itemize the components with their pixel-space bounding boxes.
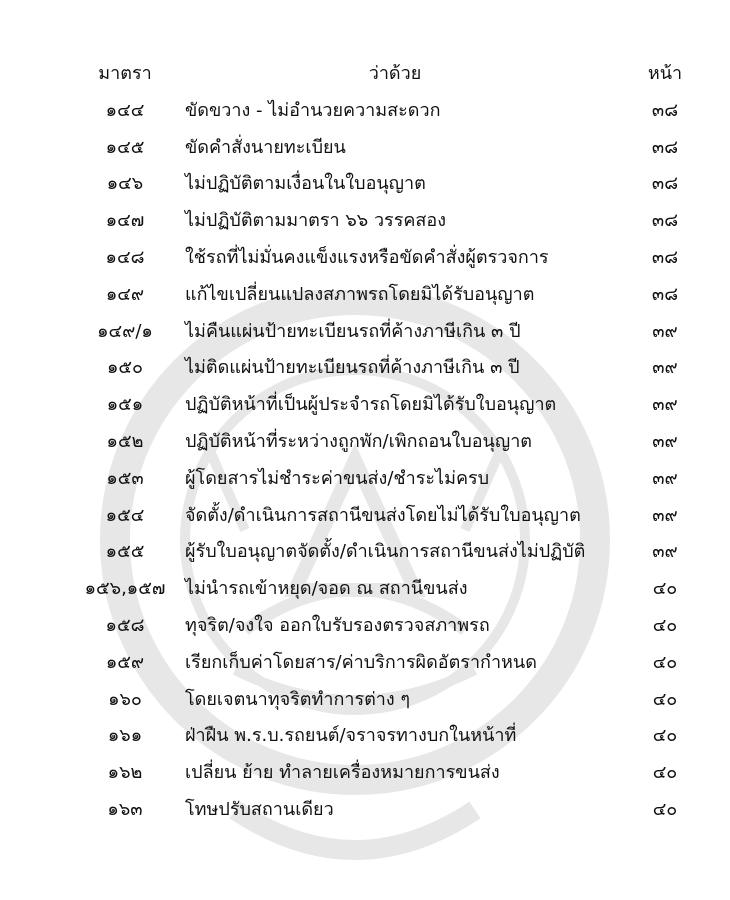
section-description: ปฏิบัติหน้าที่เป็นผู้ประจำรถโดยมิได้รับใบอนุญาต (185, 394, 557, 416)
page-number: ๔๐ (652, 762, 678, 784)
section-description: เปลี่ยน ย้าย ทำลายเครื่องหมายการขนส่ง (185, 762, 500, 784)
table-row (0, 575, 730, 612)
section-number: ๑๖๓ (107, 798, 143, 820)
section-number: ๑๔๗ (105, 210, 145, 232)
section-number: ๑๔๖ (106, 173, 144, 195)
page-number: ๔๐ (652, 688, 678, 710)
table-row (0, 612, 730, 649)
page-number: ๓๘ (651, 136, 679, 158)
section-number: ๑๔๘ (105, 246, 145, 268)
section-number: ๑๕๘ (105, 614, 145, 636)
header-section: มาตรา (98, 63, 152, 84)
table-row (0, 207, 730, 244)
table-row (0, 722, 730, 759)
page-number: ๓๙ (652, 541, 678, 563)
section-number: ๑๕๒ (106, 430, 144, 452)
page-number: ๓๙ (652, 320, 678, 342)
table-row (0, 170, 730, 207)
section-description: ขัดคำสั่งนายทะเบียน (185, 136, 346, 158)
section-number: ๑๕๐ (106, 357, 144, 379)
table-row (0, 649, 730, 686)
page-number: ๓๘ (651, 283, 679, 305)
table-row (0, 759, 730, 796)
table-row (0, 538, 730, 575)
header-row (0, 60, 730, 97)
section-description: ไม่นำรถเข้าหยุด/จอด ณ สถานีขนส่ง (185, 578, 468, 600)
section-number: ๑๔๕ (105, 136, 145, 158)
section-description: ฝ่าฝืน พ.ร.บ.รถยนต์/จราจรทางบกในหน้าที่ (185, 725, 517, 747)
table-row (0, 502, 730, 539)
table-row (0, 465, 730, 502)
section-description: ขัดขวาง - ไม่อำนวยความสะดวก (185, 99, 441, 121)
section-number: ๑๕๑ (106, 394, 144, 416)
section-number: ๑๕๖,๑๕๗ (84, 578, 166, 600)
section-description: ไม่ปฏิบัติตามเงื่อนในใบอนุญาต (185, 173, 426, 195)
page-number: ๔๐ (652, 651, 678, 673)
page-number: ๔๐ (652, 798, 678, 820)
table-row (0, 428, 730, 465)
section-description: ผู้รับใบอนุญาตจัดตั้ง/ดำเนินการสถานีขนส่งไม่ปฏิบัติ (185, 541, 586, 563)
section-description: ทุจริต/จงใจ ออกใบรับรองตรวจสภาพรถ (185, 614, 490, 636)
section-description: จัดตั้ง/ดำเนินการสถานีขนส่งโดยไม่ได้รับใบอนุญาต (185, 504, 581, 526)
section-description: ปฏิบัติหน้าที่ระหว่างถูกพัก/เพิกถอนใบอนุญาต (185, 430, 532, 452)
page-number: ๓๘ (651, 246, 679, 268)
page-number: ๓๙ (652, 467, 678, 489)
section-number: ๑๕๙ (105, 651, 145, 673)
header-page: หน้า (647, 63, 683, 84)
page-number: ๓๙ (652, 430, 678, 452)
section-description: ใช้รถที่ไม่มั่นคงแข็งแรงหรือขัดคำสั่งผู้ตรวจการ (185, 246, 549, 268)
page-number: ๓๙ (652, 357, 678, 379)
header-description: ว่าด้วย (368, 63, 422, 84)
table-row (0, 97, 730, 134)
section-number: ๑๖๑ (107, 725, 143, 747)
section-number: ๑๖๐ (108, 688, 142, 710)
page-number: ๓๙ (652, 504, 678, 526)
page-number: ๓๘ (651, 99, 679, 121)
table-of-contents (0, 60, 730, 833)
section-number: ๑๖๒ (107, 762, 143, 784)
table-row (0, 318, 730, 355)
section-number: ๑๔๔ (105, 99, 145, 121)
page-number: ๓๘ (651, 173, 679, 195)
table-row (0, 391, 730, 428)
page-number: ๓๘ (651, 210, 679, 232)
section-number: ๑๕๕ (105, 541, 145, 563)
section-number: ๑๔๙ (105, 283, 145, 305)
section-description: ผู้โดยสารไม่ชำระค่าขนส่ง/ชำระไม่ครบ (185, 467, 490, 489)
table-row (0, 134, 730, 171)
section-number: ๑๕๔ (105, 504, 145, 526)
table-row (0, 281, 730, 318)
page-number: ๔๐ (652, 614, 678, 636)
table-row (0, 244, 730, 281)
page-number: ๓๙ (652, 394, 678, 416)
section-description: โทษปรับสถานเดียว (185, 798, 334, 820)
section-description: โดยเจตนาทุจริตทำการต่าง ๆ (185, 688, 411, 710)
section-number: ๑๕๓ (106, 467, 144, 489)
table-row (0, 686, 730, 723)
table-row (0, 354, 730, 391)
section-description: แก้ไขเปลี่ยนแปลงสภาพรถโดยมิได้รับอนุญาต (185, 283, 535, 305)
section-number: ๑๔๙/๑ (97, 320, 153, 342)
page-number: ๔๐ (652, 725, 678, 747)
section-description: ไม่ปฏิบัติตามมาตรา ๖๖ วรรคสอง (185, 210, 447, 232)
section-description: ไม่คืนแผ่นป้ายทะเบียนรถที่ค้างภาษีเกิน ๓ ปี (185, 320, 521, 342)
table-row (0, 796, 730, 833)
page-number: ๔๐ (652, 578, 678, 600)
section-description: ไม่ติดแผ่นป้ายทะเบียนรถที่ค้างภาษีเกิน ๓ ปี (185, 357, 520, 379)
section-description: เรียกเก็บค่าโดยสาร/ค่าบริการผิดอัตรากำหนด (185, 651, 537, 673)
